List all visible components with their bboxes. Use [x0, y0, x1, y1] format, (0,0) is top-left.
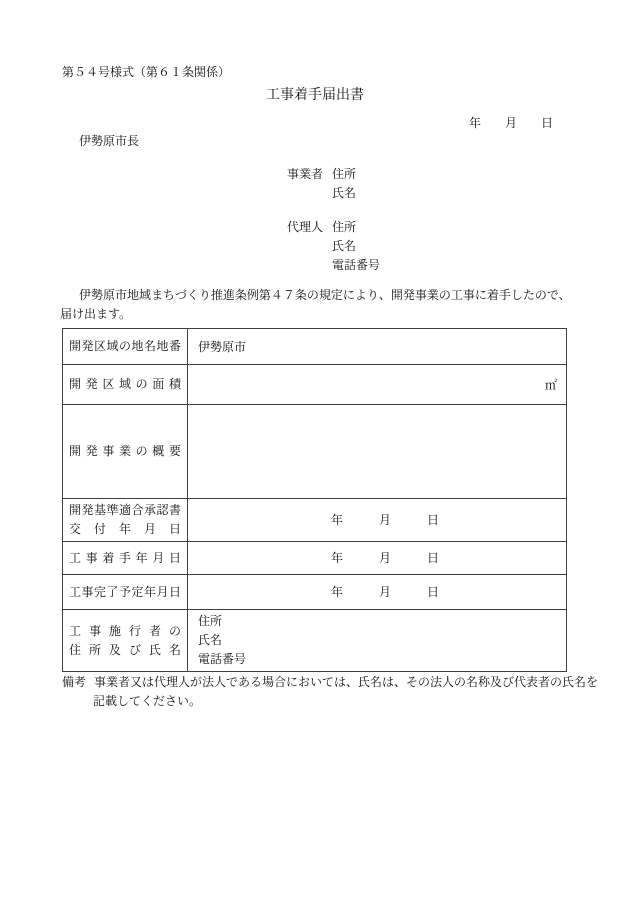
agent-phone-label: 電話番号	[332, 258, 381, 272]
row-site-address	[63, 329, 567, 365]
row-work-completion-date-label: 工事完了予定年月日	[63, 575, 188, 610]
row-approval-issue-date-value: 年 月 日	[188, 499, 567, 542]
applicant-fields	[332, 165, 356, 203]
row-site-area-label: 開発区域の面積	[63, 365, 188, 405]
row-work-start-date	[63, 542, 567, 575]
row-project-outline	[63, 405, 567, 499]
row-work-start-date-label: 工事着手年月日	[63, 542, 188, 575]
remarks-text: 事業者又は代理人が法人である場合においては、氏名は、その法人の名称及び代表者の氏名を	[94, 675, 599, 689]
row-approval-issue-date-label: 開発基準適合承認書 交付年月日	[63, 499, 188, 542]
contractor-address-label: 住所	[198, 614, 223, 628]
agent-role-label: 代理人	[287, 220, 324, 234]
remarks-label: 備考	[62, 675, 87, 689]
agent-name-label: 氏名	[332, 239, 357, 253]
applicant-name-label: 氏名	[332, 186, 357, 200]
form-table	[62, 328, 567, 672]
applicant-block	[287, 165, 356, 203]
contractor-phone-label: 電話番号	[198, 652, 247, 666]
row-contractor-label: 工事施行者の 住所及び氏名	[63, 610, 188, 672]
row-approval-issue-date	[63, 499, 567, 542]
row-site-address-label: 開発区域の地名地番	[63, 329, 188, 365]
page-title: 工事着手届出書	[266, 88, 364, 103]
contractor-name-label: 氏名	[198, 633, 223, 647]
row-work-start-date-value: 年 月 日	[188, 542, 567, 575]
agent-block	[287, 218, 380, 275]
form-number: 第５４号様式（第６１条関係）	[62, 65, 231, 79]
row-contractor-value	[188, 610, 567, 672]
row-site-address-value: 伊勢原市	[188, 329, 567, 365]
remarks-note	[62, 673, 598, 711]
date-line: 年 月 日	[468, 116, 553, 130]
row-site-area	[63, 365, 567, 405]
declaration-paragraph	[60, 286, 571, 324]
agent-address-label: 住所	[332, 220, 357, 234]
applicant-role-label: 事業者	[287, 167, 324, 181]
row-contractor	[63, 610, 567, 672]
row-work-completion-date	[63, 575, 567, 610]
row-project-outline-value	[188, 405, 567, 499]
row-work-completion-date-value: 年 月 日	[188, 575, 567, 610]
declaration-line-1: 伊勢原市地域まちづくり推進条例第４７条の規定により、開発事業の工事に着手したので、	[79, 288, 571, 302]
row-project-outline-label: 開発事業の概要	[63, 405, 188, 499]
agent-fields	[332, 218, 380, 275]
applicant-address-label: 住所	[332, 167, 357, 181]
declaration-line-2: 届け出ます。	[60, 307, 132, 321]
remarks-line-1	[62, 673, 598, 692]
remarks-line-2: 記載してください。	[93, 694, 202, 708]
addressee-mayor: 伊勢原市長	[79, 134, 140, 148]
row-site-area-value: ㎡	[188, 365, 567, 405]
